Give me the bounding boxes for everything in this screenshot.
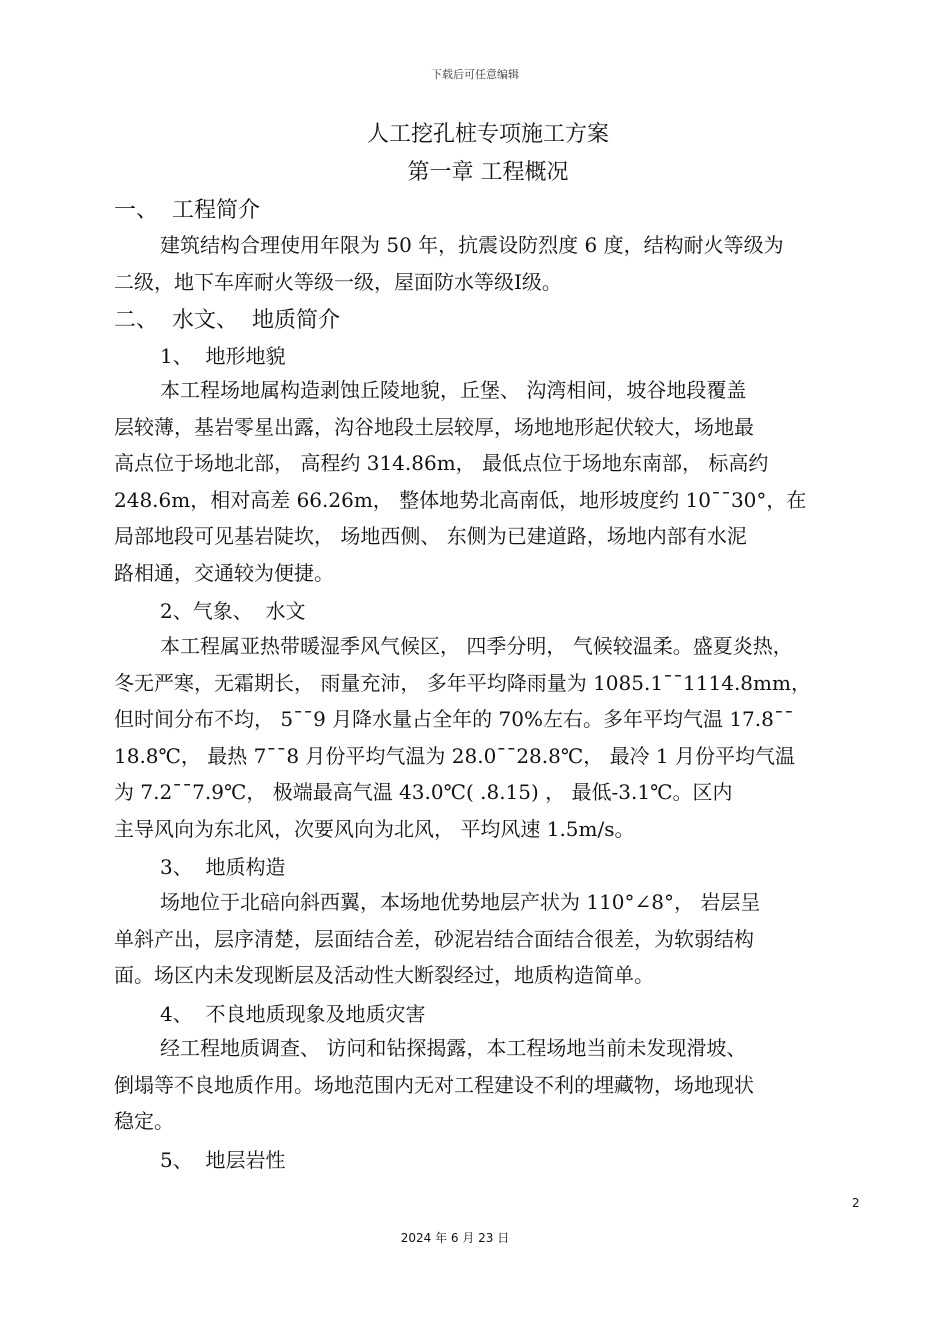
page-header: 下载后可任意编辑	[431, 68, 519, 81]
text-line: 二级，地下车库耐火等级一级，屋面防水等级Ⅰ级。	[114, 269, 562, 294]
subsection-4-paragraph	[114, 1030, 874, 1140]
text-line: 18.8℃， 最热 7¯¯8 月份平均气温为 28.0¯¯28.8℃， 最冷 1 月份平均气温	[114, 743, 796, 768]
text-line: 面。场区内未发现断层及活动性大断裂经过，地质构造简单。	[114, 963, 654, 987]
subsection-heading-4: 4、 不良地质现象及地质灾害	[160, 1002, 426, 1026]
page-number: 2	[852, 1196, 860, 1210]
subsection-heading-1: 1、 地形地貌	[160, 344, 286, 368]
subsection-heading-5: 5、 地层岩性	[160, 1148, 286, 1172]
footer-date: 2024 年 6 月 23 日	[400, 1231, 510, 1245]
text-line: 稳定。	[114, 1109, 174, 1133]
subsection-heading-3: 3、 地质构造	[160, 855, 286, 879]
text-line: 倒塌等不良地质作用。场地范围内无对工程建设不利的埋藏物，场地现状	[114, 1072, 754, 1097]
chapter-title: 第一章 工程概况	[407, 160, 569, 185]
text-line: 经工程地质调查、 访问和钻探揭露，本工程场地当前未发现滑坡、	[160, 1036, 747, 1060]
section-heading-1: 一、 工程简介	[114, 198, 260, 223]
subsection-1-paragraph	[114, 372, 874, 591]
text-line: 248.6m，相对高差 66.26m， 整体地势北高南低，地形坡度约 10¯¯30°，在	[114, 487, 807, 512]
text-line: 冬无严寒，无霜期长， 雨量充沛， 多年平均降雨量为 1085.1¯¯1114.8mm，	[114, 670, 811, 695]
text-line: 局部地段可见基岩陡坎， 场地西侧、 东侧为已建道路，场地内部有水泥	[114, 524, 747, 548]
subsection-heading-2: 2、气象、 水文	[160, 599, 306, 623]
text-line: 本工程属亚热带暖湿季风气候区， 四季分明， 气候较温柔。盛夏炎热，	[160, 634, 793, 658]
document-title: 人工挖孔桩专项施工方案	[366, 122, 609, 147]
text-line: 层较薄，基岩零星出露，沟谷地段土层较厚，场地地形起伏较大，场地最	[114, 414, 754, 439]
text-line: 高点位于场地北部， 高程约 314.86m， 最低点位于场地东南部， 标高约	[114, 451, 769, 475]
text-line: 单斜产出，层序清楚，层面结合差，砂泥岩结合面结合很差，为软弱结构	[114, 926, 754, 951]
text-line: 建筑结构合理使用年限为 50 年，抗震设防烈度 6 度，结构耐火等级为	[160, 233, 784, 257]
text-line: 路相通，交通较为便捷。	[114, 560, 334, 585]
text-line: 但时间分布不均， 5¯¯9 月降水量占全年的 70%左右。多年平均气温 17.8¯¯	[114, 707, 794, 731]
section-heading-2: 二、 水文、 地质简介	[114, 308, 340, 333]
text-line: 为 7.2¯¯7.9℃， 极端最高气温 43.0℃( .8.15) ， 最低-3.1℃。区内	[114, 780, 733, 804]
section-1-paragraph	[114, 227, 874, 300]
subsection-3-paragraph	[114, 884, 874, 994]
text-line: 主导风向为东北风，次要风向为北风， 平均风速 1.5m/s。	[114, 816, 635, 841]
subsection-2-paragraph	[114, 628, 874, 847]
text-line: 场地位于北碚向斜西翼，本场地优势地层产状为 110°∠8°， 岩层呈	[160, 890, 761, 914]
text-line: 本工程场地属构造剥蚀丘陵地貌，丘堡、 沟湾相间，坡谷地段覆盖	[160, 378, 747, 402]
